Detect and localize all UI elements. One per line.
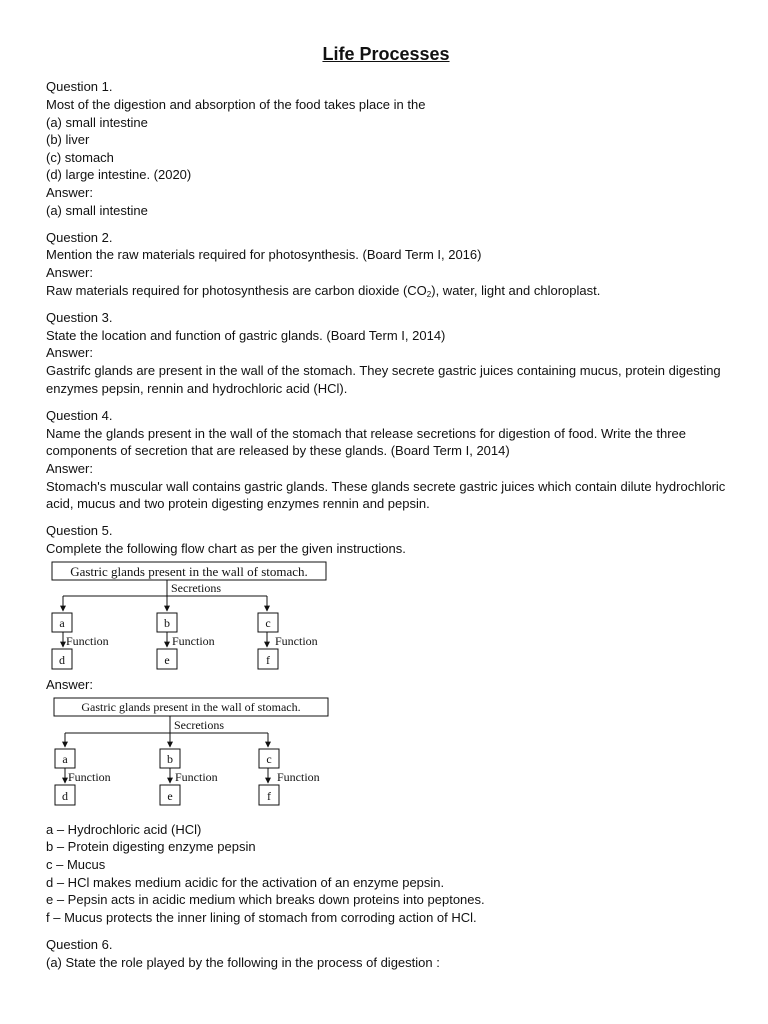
question-4-answer-line-1: Stomach's muscular wall contains gastric glands. These glands secrete gastric juices which contain dilute hydrochloric: [46, 479, 726, 494]
question-6-text: (a) State the role played by the following in the process of digestion :: [46, 955, 440, 970]
question-2-answer-pre: Raw materials required for photosynthesis are carbon dioxide (CO: [46, 283, 427, 298]
question-1-option-d: (d) large intestine. (2020): [46, 167, 192, 182]
answer-flowchart-box-b-label: b: [167, 752, 173, 766]
answer-flowchart-secretions-label: Secretions: [174, 718, 224, 732]
question-2-label: Question 2.: [46, 230, 113, 245]
answer-flowchart-function-label-a: Function: [68, 770, 111, 784]
question-5-label: Question 5.: [46, 523, 113, 538]
question-4-text-line-1: Name the glands present in the wall of the stomach that release secretions for digestion of food. Write the three: [46, 426, 687, 441]
question-2-answer-label: Answer:: [46, 265, 93, 280]
question-4-label: Question 4.: [46, 408, 113, 423]
question-2-answer-post: ), water, light and chloroplast.: [431, 283, 601, 298]
answer-flowchart-function-label-b: Function: [175, 770, 218, 784]
flowchart-box-b-label: b: [164, 616, 170, 630]
question-4-text-line-2: components of secretion that are released by these glands. (Board Term I, 2014): [46, 443, 510, 458]
question-6-label: Question 6.: [46, 937, 113, 952]
flowchart-secretions-label: Secretions: [171, 581, 221, 595]
question-3-text: State the location and function of gastric glands. (Board Term I, 2014): [46, 328, 446, 343]
answer-flowchart-box-e-label: e: [167, 789, 173, 803]
question-1-answer-label: Answer:: [46, 185, 93, 200]
flowchart-box-d-label: d: [59, 653, 65, 667]
question-flowchart: [46, 560, 346, 672]
question-5-answer-c: c – Mucus: [46, 857, 106, 872]
question-1-option-a: (a) small intestine: [46, 115, 148, 130]
answer-flowchart-box-c-label: c: [266, 752, 272, 766]
question-3-answer-line-2: enzymes pepsin, rennin and hydrochloric acid (HCl).: [46, 381, 348, 396]
question-5-text: Complete the following flow chart as per the given instructions.: [46, 541, 406, 556]
answer-flowchart-top-text: Gastric glands present in the wall of stomach.: [81, 700, 301, 714]
question-1-option-c: (c) stomach: [46, 150, 114, 165]
flowchart-function-label-b: Function: [172, 634, 215, 648]
answer-flowchart: [46, 696, 346, 808]
flowchart-box-c-label: c: [265, 616, 271, 630]
question-5-answer-b: b – Protein digesting enzyme pepsin: [46, 839, 256, 854]
answer-flowchart-box-d-label: d: [62, 789, 68, 803]
flowchart-top-text: Gastric glands present in the wall of stomach.: [70, 564, 308, 579]
flowchart-box-e-label: e: [164, 653, 170, 667]
question-4-answer-label: Answer:: [46, 461, 93, 476]
flowchart-box-a-label: a: [59, 616, 65, 630]
question-2-answer-subscript: 2: [426, 290, 432, 299]
question-4-answer-line-2: acid, mucus and two protein digesting enzymes rennin and pepsin.: [46, 496, 430, 511]
flowchart-function-label-a: Function: [66, 634, 109, 648]
question-5-answer-label: Answer:: [46, 677, 93, 692]
question-5-answer-f: f – Mucus protects the inner lining of stomach from corroding action of HCl.: [46, 910, 477, 925]
question-2-answer: [46, 282, 726, 299]
page-title: Life Processes: [322, 44, 450, 64]
answer-flowchart-box-a-label: a: [62, 752, 68, 766]
question-3-answer-line-1: Gastrifc glands are present in the wall of the stomach. They secrete gastric juices containing mucus, protein digesting: [46, 363, 721, 378]
flowchart-function-label-c: Function: [275, 634, 318, 648]
flowchart-box-f-label: f: [266, 653, 270, 667]
answer-flowchart-box-f-label: f: [267, 789, 271, 803]
question-1-text: Most of the digestion and absorption of the food takes place in the: [46, 97, 426, 112]
question-5-answer-a: a – Hydrochloric acid (HCl): [46, 822, 202, 837]
question-2-text: Mention the raw materials required for photosynthesis. (Board Term I, 2016): [46, 247, 482, 262]
question-1-label: Question 1.: [46, 79, 113, 94]
question-1-option-b: (b) liver: [46, 132, 90, 147]
answer-flowchart-function-label-c: Function: [277, 770, 320, 784]
question-3-answer-label: Answer:: [46, 345, 93, 360]
question-1-answer: (a) small intestine: [46, 203, 148, 218]
question-3-label: Question 3.: [46, 310, 113, 325]
question-5-answer-e: e – Pepsin acts in acidic medium which breaks down proteins into peptones.: [46, 892, 485, 907]
question-5-answer-d: d – HCl makes medium acidic for the activation of an enzyme pepsin.: [46, 875, 445, 890]
